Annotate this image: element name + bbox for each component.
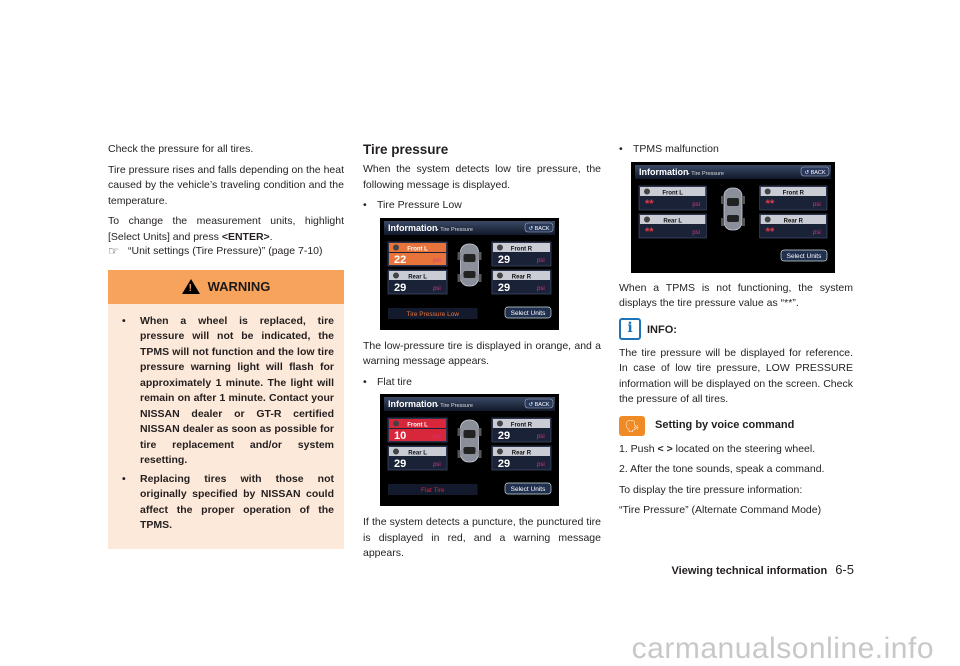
- car-wheel-icon: [458, 450, 461, 458]
- paragraph: To display the tire pressure information:: [619, 483, 803, 496]
- screen-flat-tire: [380, 394, 559, 506]
- tire-value: 29: [497, 430, 511, 442]
- paragraph: “Tire Pressure” (Alternate Command Mode): [619, 504, 822, 516]
- car-wheel-icon: [458, 252, 461, 260]
- tire-bullet-icon: [393, 421, 399, 427]
- screen-breadcrumb: ▸ Tire Pressure: [687, 170, 724, 177]
- tire-label: Front L: [407, 246, 428, 252]
- car-body-icon: [461, 244, 479, 286]
- tire-bullet-icon: [644, 188, 650, 194]
- tire-value: 29: [497, 458, 511, 470]
- car-wheel-icon: [479, 428, 482, 436]
- tire-value: 29: [497, 281, 511, 294]
- tire-bullet-icon: [497, 272, 503, 278]
- bullet-item: • Flat tire: [363, 375, 601, 391]
- page-number: 6-5: [835, 562, 854, 577]
- cross-reference[interactable]: [108, 244, 344, 260]
- tire-value: **: [765, 225, 775, 238]
- select-units-label: Select Units: [510, 309, 546, 317]
- tire-value: 29: [497, 253, 511, 266]
- car-wheel-icon: [721, 218, 724, 226]
- warning-list: [108, 304, 344, 549]
- tire-label: Front R: [510, 422, 533, 429]
- pointing-hand-icon: ☞: [108, 244, 119, 258]
- car-rear-window: [464, 271, 476, 278]
- tire-bullet-icon: [765, 216, 771, 222]
- enter-key: <ENTER>: [221, 230, 270, 243]
- tire-label: Rear L: [408, 274, 427, 280]
- warning-box: [108, 270, 344, 549]
- paragraph: Check the pressure for all tires.: [108, 143, 254, 155]
- tire-value: 10: [394, 430, 407, 442]
- tire-bullet-icon: [393, 272, 399, 278]
- warning-header: [108, 270, 344, 304]
- tire-unit: psi: [537, 434, 545, 440]
- tire-bullet-icon: [765, 188, 771, 194]
- tire-unit: psi: [813, 201, 821, 208]
- info-icon: i: [619, 318, 641, 340]
- page-footer: [672, 562, 854, 577]
- tire-value: **: [645, 225, 654, 238]
- paragraph: If the system detects a puncture, the punctured tire is displayed in red, and a warning message appears.: [363, 516, 601, 559]
- warning-item: • Replacing tires with those not originally specified by NISSAN could affect the proper operation of the TPMS.: [118, 472, 334, 534]
- tire-bullet-icon: [497, 421, 503, 427]
- car-wheel-icon: [479, 274, 482, 282]
- tire-label: Rear R: [511, 274, 532, 280]
- info-title: INFO:: [647, 323, 677, 336]
- step: 2. After the tone sounds, speak a command.: [619, 463, 825, 475]
- tire-label: Rear R: [511, 450, 532, 457]
- tire-value: **: [765, 197, 775, 210]
- back-label: ↺ BACK: [528, 402, 550, 408]
- tire-value: 29: [394, 281, 407, 294]
- tire-bullet-icon: [497, 449, 503, 455]
- car-body-icon: [724, 188, 742, 230]
- text: .: [269, 230, 273, 243]
- tire-value: **: [645, 197, 654, 210]
- back-label: ↺ BACK: [528, 225, 550, 232]
- back-label: ↺ BACK: [804, 169, 826, 176]
- car-wheel-icon: [742, 196, 745, 204]
- warning-triangle-icon: [182, 279, 200, 294]
- car-wheel-icon: [479, 252, 482, 260]
- tire-unit: psi: [433, 285, 441, 292]
- bullet-item: • TPMS malfunction: [619, 142, 853, 158]
- screen-title: Information: [639, 166, 689, 177]
- text: located on the steering wheel.: [672, 442, 816, 455]
- bullet-item: • Tire Pressure Low: [363, 198, 601, 214]
- paragraph: When the system detects low tire pressure, the following message is displayed.: [363, 163, 601, 191]
- tire-value: 29: [394, 458, 407, 470]
- car-rear-window: [464, 447, 476, 454]
- tire-unit: psi: [537, 285, 545, 292]
- car-body-icon: [461, 420, 479, 462]
- car-windshield: [464, 254, 476, 262]
- tire-bullet-icon: [393, 449, 399, 455]
- info-header: [619, 318, 853, 340]
- reference-link[interactable]: “Unit settings (Tire Pressure)” (page 7-10): [128, 245, 323, 257]
- voice-title: Setting by voice command: [655, 418, 795, 431]
- screen-breadcrumb: ▸ Tire Pressure: [436, 403, 473, 409]
- warning-message: Tire Pressure Low: [406, 310, 459, 318]
- tire-label: Rear R: [783, 218, 804, 224]
- tire-unit: psi: [692, 229, 700, 236]
- tire-unit: psi: [813, 229, 821, 236]
- tire-unit: psi: [537, 462, 545, 468]
- tire-label: Front R: [782, 190, 805, 196]
- section-name: Viewing technical information: [671, 565, 828, 577]
- tire-label: Front R: [510, 246, 533, 252]
- column-3: [619, 142, 853, 524]
- select-units-label: Select Units: [510, 486, 546, 493]
- tire-bullet-icon: [497, 244, 503, 250]
- screen-breadcrumb: ▸ Tire Pressure: [436, 226, 473, 233]
- car-wheel-icon: [721, 196, 724, 204]
- paragraph: When a TPMS is not functioning, the system displays the tire pressure value as “**”.: [619, 281, 853, 309]
- watermark: carmanualsonline.info: [631, 632, 934, 665]
- warning-item: • When a wheel is replaced, tire pressure will not be indicated, the TPMS will not function and the low tire pressure warning light will flash for approximately 1 minute. The light will remain on after 1 minute. Contact your NISSAN dealer or GT-R certified NISSAN dealer as soon as possible for tire replacement and/or system resetting.: [118, 314, 334, 469]
- voice-header: [619, 416, 853, 436]
- column-1: [108, 142, 344, 549]
- column-2: [363, 142, 601, 567]
- tire-unit: psi: [692, 201, 700, 208]
- tire-label: Front L: [407, 422, 428, 429]
- tire-unit: psi: [433, 434, 441, 440]
- screen-tpms-malfunction: [631, 162, 835, 273]
- car-wheel-icon: [458, 274, 461, 282]
- tire-label: Front L: [662, 190, 683, 196]
- tire-unit: psi: [537, 257, 545, 264]
- car-windshield: [464, 430, 476, 438]
- text: 1. Push: [619, 442, 658, 455]
- warning-message: Flat Tire: [421, 487, 445, 494]
- screen-title: Information: [388, 399, 438, 409]
- warning-title: WARNING: [207, 278, 271, 294]
- car-rear-window: [727, 215, 739, 222]
- screen-tire-pressure-low: [380, 218, 559, 330]
- voice-command-icon: 🗣: [619, 416, 645, 436]
- paragraph: Tire pressure rises and falls depending on the heat caused by the vehicle’s traveling condition and the temperature.: [108, 163, 345, 207]
- tire-value: 22: [394, 253, 407, 266]
- tire-bullet-icon: [644, 216, 650, 222]
- select-units-label: Select Units: [786, 252, 822, 260]
- tire-unit: psi: [433, 462, 441, 468]
- paragraph: The tire pressure will be displayed for reference. In case of low tire pressure, LOW PRESSURE information will be displayed on the screen. Check the pressure of all tires.: [619, 346, 853, 405]
- text: To change the measurement units, highlight [Select Units] and press: [108, 215, 344, 243]
- paragraph: [108, 214, 344, 245]
- tire-unit: psi: [433, 257, 441, 264]
- car-wheel-icon: [742, 218, 745, 226]
- tire-label: Rear L: [408, 450, 427, 457]
- car-wheel-icon: [458, 428, 461, 436]
- car-windshield: [727, 198, 739, 206]
- section-heading: Tire pressure: [363, 142, 449, 157]
- screen-title: Information: [388, 222, 438, 233]
- car-wheel-icon: [479, 450, 482, 458]
- tire-bullet-icon: [393, 244, 399, 250]
- talk-button-key: < >: [657, 442, 673, 455]
- tire-label: Rear L: [663, 218, 683, 224]
- step: [619, 442, 853, 458]
- paragraph: The low-pressure tire is displayed in orange, and a warning message appears.: [363, 339, 601, 367]
